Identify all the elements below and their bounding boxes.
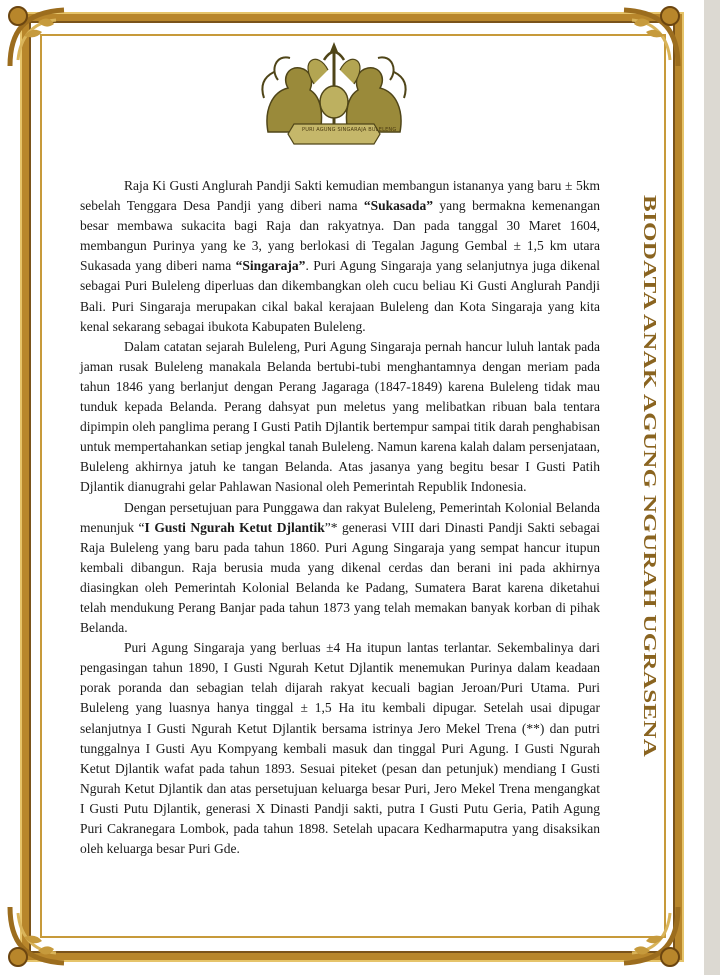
text-run: Puri Agung Singaraja yang berluas ±4 Ha itupun lantas terlantar. Sekembalinya dari pengasingan tahun 1890, I Gusti Ngurah Ketut Djlantik menemukan Purinya dalam keadaan porak poranda dan sebagian telah dijarah rakyat kecuali bagian Jeroan/Puri Utama. Puri Buleleng yang luasnya hanya tinggal ± 1,5 Ha itu kembali dipugar. Setelah usai dipugar selanjutnya I Gusti Ngurah Ketut Djlantik bersama istrinya Jero Mekel Trena (**) dan putri tunggalnya I Gusti Ayu Kompyang kembali masuk dan tinggal Puri Agung. I Gusti Ngurah Ketut Djlantik wafat pada tahun 1893. Sesuai piteket (pesan dan petunjuk) mendiang I Gusti Ngurah Ketut Djlantik dan atas persetujuan keluarga besar Puri, Jero Mekel Trena mengangkat I Gusti Putu Djlantik, generasi X Dinasti Pandji sakti, putra I Gusti Putu Geria, Patih Agung Puri Cakranegara Lombok, pada tahun 1898. Setelah upacara Kedharmaputra yang disaksikan oleh keluarga besar Puri Gde. <box>80 640 600 857</box>
paragraph <box>80 337 600 498</box>
text-run: Raja Ki Gusti Anglurah Pandji Sakti kemudian membangun istananya yang baru ± 5km sebelah Tenggara Desa Pandji yang diberi nama <box>80 178 600 214</box>
text-run: . Puri Agung Singaraja yang selanjutnya juga dikenal sebagai Puri Buleleng diperluas dan dikembangkan oleh cucu beliau Ki Gusti Anglurah Pandji Bali. Puri Singaraja merupakan cikal bakal kerajaan Buleleng dan Kota Singaraja yang kita kenal sekarang sebagai ibukota Kabupaten Buleleng. <box>80 258 600 334</box>
text-run: ”* generasi VIII dari Dinasti Pandji Sakti sebagai Raja Buleleng yang baru pada tahun 1860. Puri Agung Singaraja yang sempat hancur itupun kembali dibangun. Raja berusia muda yang dikenal cerdas dan berani ini pada akhirnya diasingkan oleh Pemerintah Kolonial Belanda ke Padang, Sumatera Barat karena diketahui telah mendukung Perang Banjar pada tahun 1873 yang telah memakan banyak korban di pihak Belanda. <box>80 519 600 636</box>
body-text <box>80 176 600 859</box>
side-title-text: BIODATA ANAK AGUNG NGURAH UGRASENA <box>639 194 660 758</box>
corner-ornament-icon <box>4 901 74 971</box>
text-run: yang bermakna kemenangan besar membawa sukacita bagi Raja dan rakyatnya. Dan pada tanggal 30 Maret 1604, membangun Purinya yang ke 3, yang berlokasi di Tegalan Jagung Gembal ± 1,5 km utara Sukasada yang diberi nama <box>80 198 600 274</box>
page-edge <box>704 0 720 975</box>
text-run: Dengan persetujuan para Punggawa dan rakyat Buleleng, Pemerintah Kolonial Belanda menunjuk “ <box>80 499 600 535</box>
corner-ornament-icon <box>614 2 684 72</box>
crest-banner-text: PURI AGUNG SINGARAJA BULELENG <box>302 127 397 133</box>
bold-text: I Gusti Ngurah Ketut Djlantik <box>144 519 325 535</box>
paragraph <box>80 638 600 859</box>
corner-ornament-icon <box>614 901 684 971</box>
corner-ornament-icon <box>4 2 74 72</box>
text-run: Dalam catatan sejarah Buleleng, Puri Agung Singaraja pernah hancur luluh lantak pada jaman rusak Buleleng manakala Belanda bertubi-tubi menghantamnya dengan meriam pada tahun 1846 yang berlanjut dengan Perang Jagaraga (1847-1849) karena Buleleng tidak mau tunduk kepada Belanda. Perang dahsyat pun meletus yang melibatkan ribuan bala tentara dipimpin oleh panglima perang I Gusti Patih Djlantik bertempur sampai titik darah penghabisan untuk mempertahankan setiap jengkal tanah Buleleng. Namun karena kalah dalam persenjataan, Buleleng akhirnya jatuh ke tangan Belanda. Atas jasanya yang begitu besar I Gusti Patih Djlantik dianugrahi gelar Pahlawan Nasional oleh Pemerintah Republik Indonesia. <box>80 338 600 495</box>
paragraph <box>80 498 600 639</box>
bold-text: “Singaraja” <box>235 258 306 274</box>
paragraph <box>80 176 600 337</box>
bold-text: “Sukasada” <box>363 198 433 214</box>
side-title <box>624 196 674 756</box>
